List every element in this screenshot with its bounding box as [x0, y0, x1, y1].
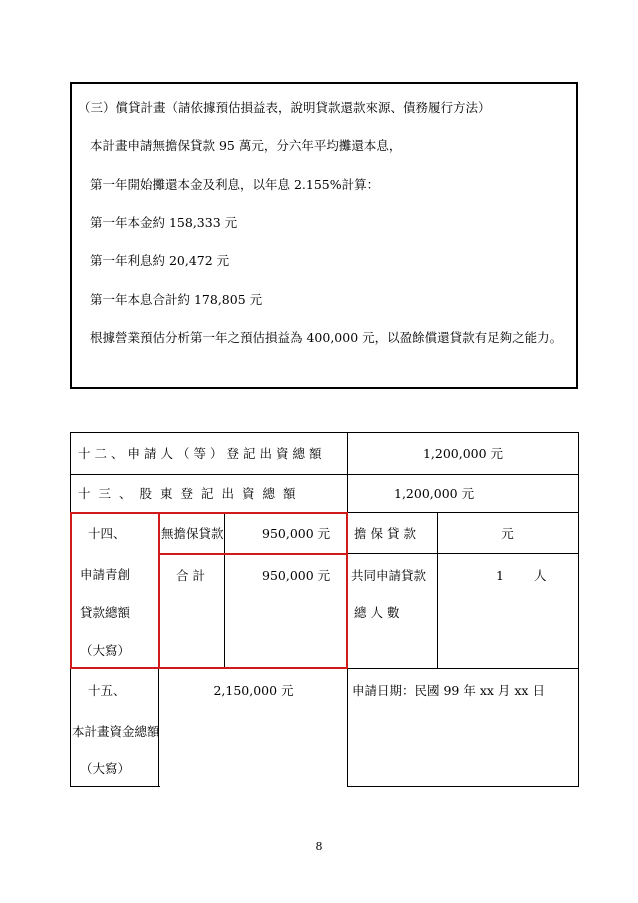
total-label: 合 計	[176, 568, 205, 583]
table-rule	[70, 474, 579, 475]
plan-heading: （三）償貸計畫（請依據預估損益表，說明貸款還款來源、債務履行方法）	[78, 100, 491, 115]
application-date: 申請日期：民國 99 年 xx 月 xx 日	[352, 683, 545, 698]
highlight-border-bottom	[70, 667, 348, 669]
row14-label-line-1: 十四、	[88, 526, 126, 541]
row15-label-line-3: （大寫）	[80, 761, 131, 776]
row15-label-line-1: 十五、	[88, 683, 126, 698]
row12-label: 十二、申請人（等）登記出資總額	[78, 446, 326, 461]
joint-applicants-count: 1	[496, 568, 504, 583]
table-rule-right	[578, 432, 579, 787]
page-number: 8	[315, 840, 323, 853]
plan-line-3: 第一年本金約 158,333 元	[90, 215, 238, 230]
highlight-border-inner	[158, 553, 347, 555]
row15-label-line-2: 本計畫資金總額	[72, 724, 160, 739]
highlight-border-right	[346, 512, 348, 668]
table-rule	[347, 668, 579, 669]
plan-line-1: 本計畫申請無擔保貸款 95 萬元，分六年平均攤還本息，	[90, 138, 402, 153]
row14-label-line-3: 貸款總額	[80, 605, 131, 620]
unsecured-loan-value: 950,000 元	[262, 526, 331, 541]
table-rule-bottom	[347, 786, 579, 787]
secured-loan-value: 元	[501, 526, 514, 541]
table-rule-top	[70, 432, 579, 433]
total-value: 950,000 元	[262, 568, 331, 583]
joint-applicants-unit: 人	[534, 568, 547, 583]
joint-applicants-label-2: 總人數	[354, 605, 404, 620]
plan-line-2: 第一年開始攤還本金及利息，以年息 2.155%計算：	[90, 177, 380, 192]
plan-line-6: 根據營業預估分析第一年之預估損益為 400,000 元，以盈餘償還貸款有足夠之能力。	[90, 330, 563, 345]
row14-label-line-4: （大寫）	[80, 643, 131, 658]
total-funding-value: 2,150,000 元	[213, 683, 294, 698]
secured-loan-label: 擔保貸款	[354, 526, 421, 541]
row13-value: 1,200,000 元	[394, 486, 475, 501]
highlight-border-left	[70, 512, 72, 668]
joint-applicants-label: 共同申請貸款	[351, 568, 427, 583]
plan-line-5: 第一年本息合計約 178,805 元	[90, 292, 263, 307]
row14-label-line-2: 申請青創	[80, 567, 131, 582]
repayment-plan-box	[70, 82, 578, 389]
highlight-border-top	[70, 512, 348, 514]
unsecured-loan-label: 無擔保貸款	[161, 526, 224, 541]
row12-value: 1,200,000 元	[422, 446, 504, 461]
plan-line-4: 第一年利息約 20,472 元	[90, 253, 230, 268]
table-rule	[224, 512, 225, 669]
highlight-border-mid	[158, 512, 160, 668]
row13-label: 十三、股東登記出資總額	[78, 486, 304, 501]
table-rule-bottom	[70, 786, 160, 787]
table-rule	[347, 553, 579, 554]
